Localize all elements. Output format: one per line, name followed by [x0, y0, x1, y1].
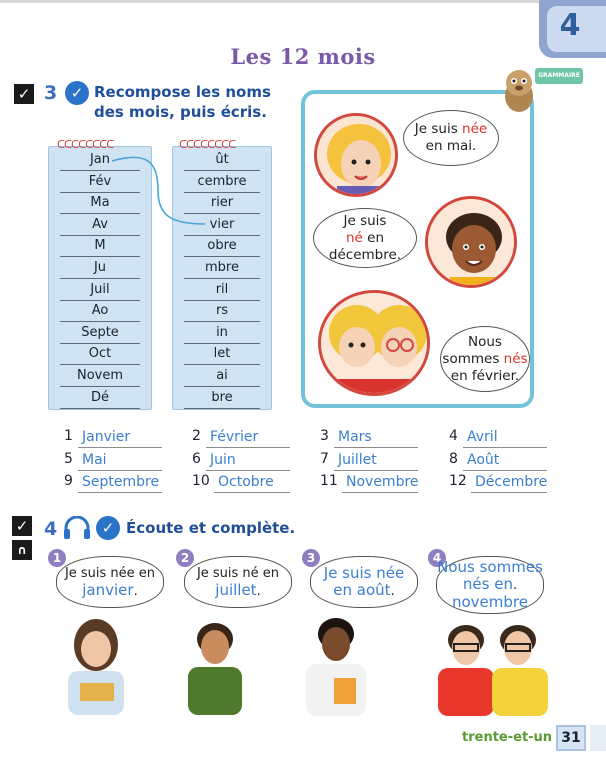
answer-field[interactable]: Janvier: [82, 429, 131, 445]
blonde-girl-portrait: [314, 113, 398, 197]
twin-boys-photo: [426, 614, 556, 716]
bubble-answer-field[interactable]: juillet: [215, 581, 257, 599]
answer-underline: [206, 447, 290, 448]
speech-bubble-2: Je suis né en décembre.: [313, 208, 417, 268]
answer-number: 5: [64, 451, 73, 467]
page-label: trente-et-un: [462, 730, 553, 745]
right-pad-syllable: vier: [209, 216, 235, 232]
answer-number: 8: [449, 451, 458, 467]
answer-number: 1: [64, 428, 73, 444]
answer-number: 10: [192, 473, 210, 489]
bubble-text: Je suis née: [323, 564, 405, 582]
headphones-icon[interactable]: [62, 516, 92, 540]
page-number: 31: [556, 725, 586, 751]
answer-number: 12: [449, 473, 467, 489]
twins-portrait: [318, 290, 430, 396]
left-pad-syllable: Oct: [88, 346, 112, 362]
left-pad-syllable: Ma: [90, 195, 110, 211]
answer-field[interactable]: Juillet: [338, 452, 377, 468]
answer-number: 11: [320, 473, 338, 489]
spiral-rings: ᑕᑕᑕᑕᑕᑕᑕᑕ: [57, 138, 114, 151]
exercise-4-instruction: Écoute et complète.: [126, 519, 296, 537]
bubble-answer-field[interactable]: novembre: [452, 593, 528, 611]
right-pad-syllable: obre: [207, 238, 237, 254]
left-pad-syllable: Juil: [90, 281, 110, 297]
left-pad-syllable: Ju: [93, 260, 107, 275]
left-pad-syllable: Av: [92, 216, 108, 232]
answer-underline: [334, 447, 418, 448]
answer-field[interactable]: Avril: [467, 429, 498, 445]
footer-decoration: [590, 725, 606, 751]
grammaire-tag: GRAMMAIRE: [535, 68, 583, 84]
answer-field[interactable]: Novembre: [346, 474, 419, 490]
bubble-period: .: [256, 584, 261, 599]
item-number-badge: 3: [302, 549, 320, 567]
spiral-rings: ᑕᑕᑕᑕᑕᑕᑕᑕ: [179, 138, 236, 151]
answer-number: 6: [192, 451, 201, 467]
speech-bubble-1: Je suis née en mai.: [403, 110, 499, 166]
answer-underline: [78, 492, 162, 493]
listening-speech-bubble: [56, 556, 164, 608]
answer-number: 3: [320, 428, 329, 444]
answer-number: 4: [449, 428, 458, 444]
right-pad-syllable: ai: [216, 368, 228, 383]
item-number-badge: 1: [48, 549, 66, 567]
right-pad-syllable: bre: [211, 389, 233, 405]
page-title: Les 12 mois: [230, 44, 376, 69]
left-pad-syllable: M: [94, 238, 106, 254]
right-pad-syllable: let: [213, 346, 231, 362]
right-pad-syllable: in: [216, 324, 228, 340]
exercise-3-instruction-line1: Recompose les noms: [94, 83, 271, 101]
answer-number: 2: [192, 428, 201, 444]
right-pad-syllable: rier: [210, 195, 234, 211]
answer-underline: [214, 492, 290, 493]
bubble-period: .: [512, 578, 518, 593]
left-pad-syllable: Jan: [89, 152, 111, 167]
listening-speech-bubble: [184, 556, 292, 608]
answer-underline: [334, 470, 418, 471]
right-pad-syllable: rs: [215, 303, 229, 319]
answer-underline: [206, 470, 290, 471]
bubble-text: Je suis née en: [64, 566, 156, 581]
bubble-answer-field[interactable]: janvier: [82, 581, 134, 599]
headphones-small-icon[interactable]: ∩: [12, 540, 32, 560]
answer-field[interactable]: Octobre: [218, 474, 274, 490]
listening-speech-bubble: [310, 556, 418, 608]
bubble-period: .: [390, 584, 395, 599]
exercise-3-instruction-line2: des mois, puis écris.: [94, 103, 267, 121]
answer-field[interactable]: Février: [210, 429, 259, 445]
bubble-answer-field[interactable]: en août: [333, 581, 391, 599]
check-circle-icon: ✓: [96, 516, 120, 540]
answer-underline: [471, 492, 547, 493]
bubble-text: Nous sommes: [437, 558, 543, 576]
answer-number: 7: [320, 451, 329, 467]
left-pad-syllable: Dé: [90, 389, 109, 405]
right-pad-syllable: ût: [215, 152, 229, 167]
listening-speech-bubble: [436, 556, 544, 614]
right-pad-syllable: mbre: [205, 260, 239, 275]
bubble-answer-field[interactable]: nés en: [462, 575, 513, 593]
left-pad-syllable: Ao: [91, 303, 109, 319]
checkbox-icon[interactable]: ✓: [14, 84, 34, 104]
girl-with-books-photo: [56, 615, 136, 715]
speech-bubble-3: Nous sommes nés en février.: [440, 326, 530, 392]
answer-field[interactable]: Mai: [82, 452, 107, 468]
left-pad-syllable: Novem: [76, 368, 124, 383]
answer-underline: [78, 470, 162, 471]
answer-underline: [463, 447, 547, 448]
answer-field[interactable]: Juin: [210, 452, 236, 468]
item-number-badge: 2: [176, 549, 194, 567]
answer-underline: [342, 492, 418, 493]
right-pad-syllable: ril: [215, 281, 229, 297]
answer-field[interactable]: Septembre: [82, 474, 160, 490]
unit-number: 4: [559, 8, 581, 43]
answer-underline: [463, 470, 547, 471]
boy-in-green-photo: [180, 615, 250, 715]
answer-underline: [78, 447, 162, 448]
exercise-3-number: 3: [44, 82, 58, 104]
left-pad-syllable: Fév: [88, 173, 112, 189]
left-pad-syllable: Septe: [81, 324, 119, 340]
girl-with-notebook-photo: [296, 612, 376, 716]
answer-number: 9: [64, 473, 73, 489]
answer-field[interactable]: Mars: [338, 429, 372, 445]
answer-field[interactable]: Août: [467, 452, 500, 468]
bubble-period: .: [133, 584, 138, 599]
check-circle-icon: ✓: [65, 81, 89, 105]
exercise-4-number: 4: [44, 518, 58, 540]
item-number-badge: 4: [428, 549, 446, 567]
answer-field[interactable]: Décembre: [475, 474, 548, 490]
checkbox-icon[interactable]: ✓: [12, 516, 32, 536]
right-pad-syllable: cembre: [197, 173, 247, 189]
bubble-text: Je suis né en: [196, 566, 280, 581]
boy-portrait: [425, 196, 517, 288]
